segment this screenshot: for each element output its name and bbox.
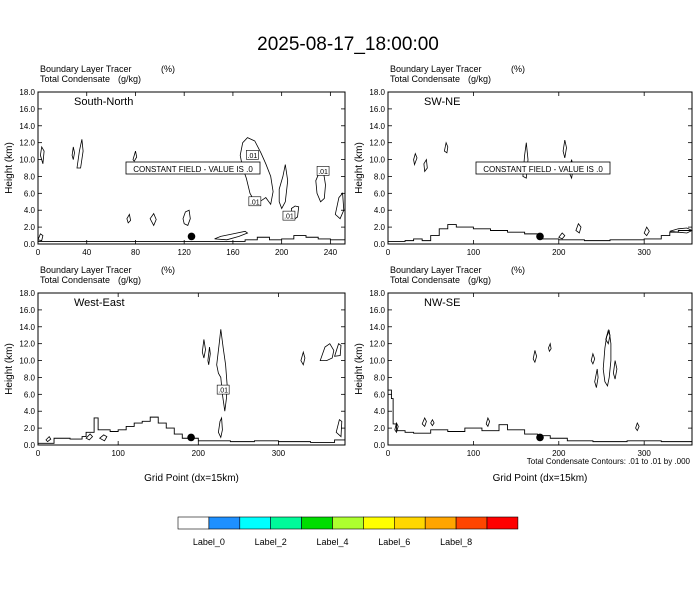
condensate-contour <box>636 423 640 431</box>
contour-label: .01 <box>249 199 260 207</box>
y-tick-label: 10.0 <box>19 356 35 366</box>
condensate-contour <box>40 147 44 164</box>
colorbar-swatch <box>240 517 271 529</box>
x-tick-label: 0 <box>385 248 391 257</box>
colorbar-label: Label_8 <box>440 537 473 547</box>
shading-field-unit: (%) <box>161 265 175 275</box>
shading-field-unit: (%) <box>511 64 525 74</box>
y-tick-label: 6.0 <box>373 189 385 199</box>
panel-title: West-East <box>74 297 125 309</box>
condensate-contour <box>202 339 205 358</box>
y-tick-label: 14.0 <box>369 322 385 332</box>
x-tick-label: 240 <box>323 248 338 257</box>
condensate-contour <box>218 418 222 437</box>
y-tick-label: 18.0 <box>19 289 35 298</box>
condensate-contour <box>133 151 137 161</box>
plot-frame <box>38 293 345 445</box>
condensate-contour <box>336 420 342 437</box>
shading-field-label: Boundary Layer Tracer <box>390 64 482 74</box>
panel-south-north <box>4 64 345 257</box>
contour-label: .01 <box>247 152 258 160</box>
y-tick-label: 8.0 <box>23 373 35 383</box>
y-tick-label: 10.0 <box>369 356 385 366</box>
y-tick-label: 2.0 <box>23 424 35 434</box>
colorbar-label: Label_2 <box>254 537 287 547</box>
condensate-contour <box>72 147 74 160</box>
constant-field-note: CONSTANT FIELD - VALUE IS .0 <box>483 165 603 174</box>
panel-west-east <box>4 265 345 484</box>
condensate-contour <box>335 193 344 218</box>
condensate-contour <box>217 329 228 411</box>
x-tick-label: 200 <box>191 449 205 458</box>
x-tick-label: 40 <box>82 248 92 257</box>
y-tick-label: 18.0 <box>19 88 35 97</box>
condensate-contour <box>549 344 552 352</box>
x-tick-label: 0 <box>35 248 41 257</box>
colorbar-swatch <box>302 517 333 529</box>
colorbar-swatch <box>209 517 240 529</box>
x-tick-label: 200 <box>552 449 566 458</box>
y-tick-label: 14.0 <box>369 121 385 131</box>
condensate-contour <box>424 160 427 172</box>
y-tick-label: 6.0 <box>373 390 385 400</box>
y-tick-label: 10.0 <box>19 155 35 165</box>
condensate-contour <box>603 331 611 386</box>
colorbar-swatch <box>394 517 425 529</box>
shading-field-label: Boundary Layer Tracer <box>390 265 482 275</box>
colorbar-swatch <box>271 517 302 529</box>
condensate-contour <box>486 418 489 426</box>
y-tick-label: 10.0 <box>369 155 385 165</box>
x-tick-label: 100 <box>466 248 481 257</box>
condensate-contour <box>46 437 51 442</box>
condensate-contour <box>127 214 131 223</box>
colorbar-swatch <box>363 517 394 529</box>
y-tick-label: 16.0 <box>19 305 35 315</box>
contour-field-label: Total Condensate <box>390 275 461 285</box>
contour-field-label: Total Condensate <box>390 74 461 84</box>
x-tick-label: 0 <box>35 449 41 458</box>
panel-title: South-North <box>74 96 134 108</box>
condensate-contour <box>595 369 598 388</box>
condensate-contour <box>444 143 447 153</box>
panel-nw-se <box>354 265 692 484</box>
condensate-contour <box>422 418 426 426</box>
shading-field-unit: (%) <box>511 265 525 275</box>
contour-field-label: Total Condensate <box>40 74 111 84</box>
condensate-contour <box>86 434 92 440</box>
panel-sw-ne <box>354 64 692 257</box>
y-tick-label: 2.0 <box>373 424 385 434</box>
y-axis-label: Height (km) <box>4 142 15 194</box>
condensate-contour <box>150 214 156 226</box>
y-tick-label: 8.0 <box>373 373 385 383</box>
x-tick-label: 100 <box>466 449 481 458</box>
condensate-contour <box>533 350 536 362</box>
location-marker <box>536 233 544 241</box>
y-tick-label: 16.0 <box>19 104 35 114</box>
y-tick-label: 18.0 <box>369 88 385 97</box>
x-tick-label: 300 <box>637 449 651 458</box>
location-marker <box>187 434 195 442</box>
condensate-contour <box>215 231 248 240</box>
colorbar-swatch <box>333 517 364 529</box>
colorbar-swatch <box>456 517 487 529</box>
colorbar-label: Label_4 <box>316 537 349 547</box>
contour-label: .01 <box>284 213 294 221</box>
panel-title: SW-NE <box>424 96 461 108</box>
y-axis-label: Height (km) <box>354 142 365 194</box>
colorbar-swatch <box>178 517 209 529</box>
colorbar-swatch <box>425 517 456 529</box>
x-tick-label: 100 <box>111 449 125 458</box>
y-tick-label: 4.0 <box>373 407 385 417</box>
shading-field-label: Boundary Layer Tracer <box>40 265 132 275</box>
condensate-contour <box>606 330 610 344</box>
y-tick-label: 4.0 <box>23 407 35 417</box>
condensate-contour <box>613 361 617 380</box>
y-axis-label: Height (km) <box>4 343 15 395</box>
y-tick-label: 2.0 <box>373 223 385 233</box>
condensate-contour <box>279 165 288 209</box>
condensate-contour <box>183 210 190 225</box>
y-tick-label: 0.0 <box>373 240 385 249</box>
y-tick-label: 18.0 <box>369 289 385 298</box>
y-axis-label: Height (km) <box>354 343 365 395</box>
contour-field-unit: (g/kg) <box>468 74 492 84</box>
location-marker <box>536 434 544 442</box>
x-tick-label: 300 <box>271 449 286 458</box>
y-tick-label: 8.0 <box>373 172 385 182</box>
condensate-contour <box>208 347 210 365</box>
figure-title: 2025-08-17_18:00:00 <box>257 34 439 55</box>
condensate-contour <box>591 354 595 364</box>
y-tick-label: 6.0 <box>23 189 35 199</box>
condensate-contour <box>320 344 334 361</box>
contour-label: .01 <box>318 168 328 176</box>
condensate-contour <box>563 140 566 158</box>
y-tick-label: 12.0 <box>19 138 35 148</box>
x-axis-label: Grid Point (dx=15km) <box>144 473 239 484</box>
colorbar-swatch <box>487 517 518 529</box>
colorbar-label: Label_6 <box>378 537 411 547</box>
condensate-contour <box>100 435 107 441</box>
x-axis-label: Grid Point (dx=15km) <box>492 473 588 484</box>
y-tick-label: 6.0 <box>23 390 35 400</box>
x-tick-label: 120 <box>177 248 191 257</box>
contour-field-label: Total Condensate <box>40 275 111 285</box>
y-tick-label: 0.0 <box>23 441 35 450</box>
y-tick-label: 4.0 <box>23 206 35 216</box>
colorbar <box>178 517 518 547</box>
x-tick-label: 200 <box>552 248 566 257</box>
shading-field-label: Boundary Layer Tracer <box>40 64 132 74</box>
condensate-contour <box>335 344 341 357</box>
y-tick-label: 0.0 <box>373 441 385 450</box>
x-tick-label: 300 <box>637 248 651 257</box>
condensate-contour <box>77 139 83 168</box>
contour-field-unit: (g/kg) <box>118 275 142 285</box>
x-tick-label: 160 <box>226 248 240 257</box>
condensate-contour <box>644 227 649 236</box>
x-tick-label: 80 <box>131 248 140 257</box>
y-tick-label: 2.0 <box>23 223 35 233</box>
y-tick-label: 12.0 <box>19 339 35 349</box>
y-tick-label: 0.0 <box>23 240 35 249</box>
y-tick-label: 14.0 <box>19 322 35 332</box>
colorbar-label: Label_0 <box>192 537 225 547</box>
x-tick-label: 200 <box>274 248 289 257</box>
location-marker <box>188 233 196 241</box>
panels <box>4 64 692 484</box>
y-tick-label: 16.0 <box>369 104 385 114</box>
y-tick-label: 16.0 <box>369 305 385 315</box>
contour-field-unit: (g/kg) <box>118 74 142 84</box>
condensate-contour <box>301 352 305 365</box>
y-tick-label: 12.0 <box>369 138 385 148</box>
condensate-contour <box>38 234 43 241</box>
condensate-contour <box>559 233 565 239</box>
y-tick-label: 12.0 <box>369 339 385 349</box>
y-tick-label: 8.0 <box>23 172 35 182</box>
panel-title: NW-SE <box>424 297 461 309</box>
condensate-contour <box>431 420 434 426</box>
contour-footnote: Total Condensate Contours: .01 to .01 by .000 <box>526 457 690 466</box>
y-tick-label: 14.0 <box>19 121 35 131</box>
constant-field-note: CONSTANT FIELD - VALUE IS .0 <box>133 165 253 174</box>
y-tick-label: 4.0 <box>373 206 385 216</box>
contour-label: .01 <box>218 387 229 395</box>
shading-field-unit: (%) <box>161 64 175 74</box>
condensate-contour <box>414 154 417 165</box>
x-tick-label: 0 <box>385 449 391 458</box>
condensate-contour <box>576 224 581 233</box>
contour-field-unit: (g/kg) <box>468 275 492 285</box>
